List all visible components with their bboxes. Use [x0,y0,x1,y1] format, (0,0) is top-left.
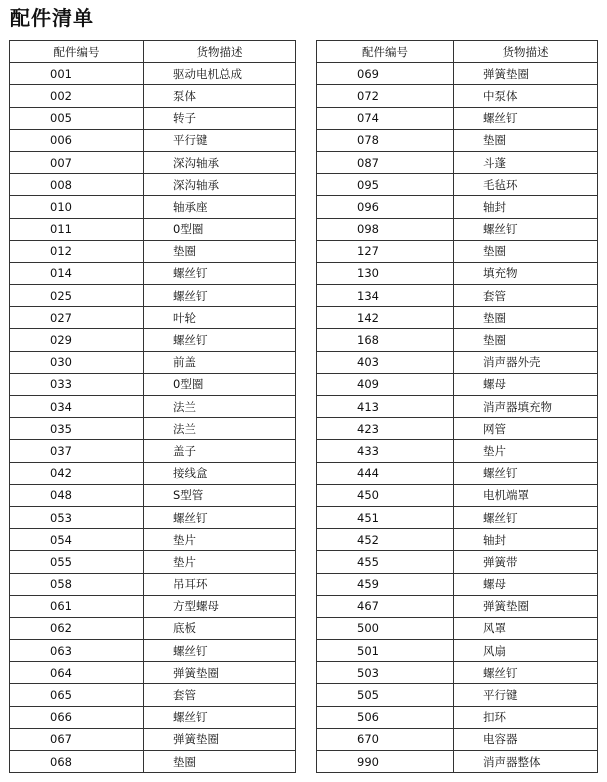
description-cell: 0型圈 [144,373,296,395]
part-number-cell: 012 [10,240,144,262]
part-number-cell: 002 [10,85,144,107]
table-row [317,684,598,706]
description-cell: 垫圈 [454,240,598,262]
table-row [10,196,296,218]
table-row [10,151,296,173]
description-cell: 消声器填充物 [454,396,598,418]
part-number-cell: 500 [317,617,454,639]
table-row [10,262,296,284]
table-row [317,262,598,284]
description-cell: 转子 [144,107,296,129]
part-number-cell: 506 [317,706,454,728]
table-row [317,85,598,107]
table-row [10,529,296,551]
table-row [10,728,296,750]
part-number-cell: 990 [317,751,454,773]
description-cell: 盖子 [144,440,296,462]
column-header-description: 货物描述 [454,41,598,63]
part-number-cell: 007 [10,151,144,173]
part-number-cell: 062 [10,617,144,639]
description-cell: 接线盒 [144,462,296,484]
part-number-cell: 064 [10,662,144,684]
table-row [317,617,598,639]
part-number-cell: 065 [10,684,144,706]
description-cell: 斗蓬 [454,151,598,173]
part-number-cell: 501 [317,640,454,662]
part-number-cell: 001 [10,63,144,85]
part-number-cell: 459 [317,573,454,595]
part-number-cell: 452 [317,529,454,551]
description-cell: 轴承座 [144,196,296,218]
part-number-cell: 134 [317,285,454,307]
description-cell: 垫圈 [454,329,598,351]
description-cell: 螺丝钉 [144,329,296,351]
description-cell: 填充物 [454,262,598,284]
part-number-cell: 037 [10,440,144,462]
part-number-cell: 433 [317,440,454,462]
part-number-cell: 505 [317,684,454,706]
part-number-cell: 033 [10,373,144,395]
part-number-cell: 451 [317,506,454,528]
description-cell: 轴封 [454,529,598,551]
part-number-cell: 011 [10,218,144,240]
column-header-part-number: 配件编号 [317,41,454,63]
description-cell: 弹簧带 [454,551,598,573]
table-row [317,728,598,750]
part-number-cell: 053 [10,506,144,528]
table-row [10,218,296,240]
table-row [317,573,598,595]
part-number-cell: 042 [10,462,144,484]
table-row [317,662,598,684]
description-cell: 螺丝钉 [454,218,598,240]
description-cell: 螺母 [454,373,598,395]
description-cell: 深沟轴承 [144,174,296,196]
part-number-cell: 095 [317,174,454,196]
description-cell: 中泵体 [454,85,598,107]
part-number-cell: 035 [10,418,144,440]
column-header-description: 货物描述 [144,41,296,63]
part-number-cell: 168 [317,329,454,351]
table-row [10,351,296,373]
table-row [317,595,598,617]
description-cell: 深沟轴承 [144,151,296,173]
table-row [317,151,598,173]
part-number-cell: 030 [10,351,144,373]
table-row [317,351,598,373]
part-number-cell: 066 [10,706,144,728]
table-row [10,373,296,395]
description-cell: 风罩 [454,617,598,639]
part-number-cell: 029 [10,329,144,351]
description-cell: 弹簧垫圈 [144,728,296,750]
table-header-row [10,41,296,63]
part-number-cell: 127 [317,240,454,262]
description-cell: 螺丝钉 [144,706,296,728]
table-row [10,285,296,307]
description-cell: 螺母 [454,573,598,595]
description-cell: 垫片 [144,551,296,573]
column-header-part-number: 配件编号 [10,41,144,63]
part-number-cell: 005 [10,107,144,129]
part-number-cell: 068 [10,751,144,773]
table-row [317,63,598,85]
table-row [10,440,296,462]
description-cell: 前盖 [144,351,296,373]
table-row [317,418,598,440]
part-number-cell: 072 [317,85,454,107]
parts-table-right-body [317,63,598,773]
part-number-cell: 010 [10,196,144,218]
description-cell: 底板 [144,617,296,639]
part-number-cell: 025 [10,285,144,307]
part-number-cell: 061 [10,595,144,617]
part-number-cell: 503 [317,662,454,684]
parts-table-right [316,40,598,773]
page-title: 配件清单 [10,6,94,30]
part-number-cell: 142 [317,307,454,329]
table-row [10,751,296,773]
table-row [317,506,598,528]
table-row [317,285,598,307]
table-row [317,396,598,418]
description-cell: 法兰 [144,396,296,418]
table-row [317,440,598,462]
part-number-cell: 074 [317,107,454,129]
description-cell: 螺丝钉 [454,107,598,129]
table-row [10,617,296,639]
description-cell: 电机端罩 [454,484,598,506]
description-cell: 扣环 [454,706,598,728]
description-cell: 消声器外壳 [454,351,598,373]
description-cell: 0型圈 [144,218,296,240]
table-row [317,307,598,329]
table-row [10,85,296,107]
part-number-cell: 058 [10,573,144,595]
part-number-cell: 048 [10,484,144,506]
description-cell: 消声器整体 [454,751,598,773]
table-row [10,462,296,484]
table-row [317,484,598,506]
table-row [317,462,598,484]
table-row [10,706,296,728]
table-row [10,63,296,85]
part-number-cell: 008 [10,174,144,196]
part-number-cell: 098 [317,218,454,240]
table-row [10,107,296,129]
description-cell: 螺丝钉 [454,462,598,484]
description-cell: 网管 [454,418,598,440]
part-number-cell: 087 [317,151,454,173]
table-row [10,240,296,262]
description-cell: 法兰 [144,418,296,440]
description-cell: 垫圈 [144,751,296,773]
part-number-cell: 027 [10,307,144,329]
description-cell: 垫圈 [144,240,296,262]
table-row [10,396,296,418]
table-row [317,751,598,773]
part-number-cell: 096 [317,196,454,218]
table-row [317,706,598,728]
description-cell: 套管 [144,684,296,706]
description-cell: 方型螺母 [144,595,296,617]
description-cell: 吊耳环 [144,573,296,595]
table-row [10,307,296,329]
table-row [10,174,296,196]
description-cell: 毛毡环 [454,174,598,196]
description-cell: 叶轮 [144,307,296,329]
description-cell: 平行键 [144,129,296,151]
description-cell: 螺丝钉 [454,506,598,528]
table-row [317,240,598,262]
description-cell: 垫片 [454,440,598,462]
description-cell: 轴封 [454,196,598,218]
table-row [317,107,598,129]
description-cell: 垫圈 [454,307,598,329]
part-number-cell: 409 [317,373,454,395]
part-number-cell: 670 [317,728,454,750]
description-cell: 弹簧垫圈 [454,595,598,617]
part-number-cell: 054 [10,529,144,551]
table-row [317,196,598,218]
part-number-cell: 078 [317,129,454,151]
description-cell: 电容器 [454,728,598,750]
table-row [10,573,296,595]
parts-table-left-body [10,63,296,773]
table-row [317,218,598,240]
description-cell: 风扇 [454,640,598,662]
description-cell: 螺丝钉 [144,285,296,307]
part-number-cell: 063 [10,640,144,662]
part-number-cell: 130 [317,262,454,284]
description-cell: 泵体 [144,85,296,107]
table-row [10,484,296,506]
table-row [317,529,598,551]
table-row [10,129,296,151]
description-cell: 螺丝钉 [144,506,296,528]
description-cell: 弹簧垫圈 [454,63,598,85]
table-row [317,640,598,662]
part-number-cell: 467 [317,595,454,617]
description-cell: 螺丝钉 [144,640,296,662]
description-cell: 螺丝钉 [454,662,598,684]
description-cell: 平行键 [454,684,598,706]
part-number-cell: 055 [10,551,144,573]
description-cell: 驱动电机总成 [144,63,296,85]
description-cell: S型管 [144,484,296,506]
description-cell: 套管 [454,285,598,307]
table-row [317,373,598,395]
part-number-cell: 014 [10,262,144,284]
description-cell: 螺丝钉 [144,262,296,284]
part-number-cell: 413 [317,396,454,418]
table-row [10,506,296,528]
table-row [317,129,598,151]
part-number-cell: 403 [317,351,454,373]
part-number-cell: 034 [10,396,144,418]
part-number-cell: 423 [317,418,454,440]
description-cell: 垫片 [144,529,296,551]
description-cell: 垫圈 [454,129,598,151]
table-row [10,640,296,662]
part-number-cell: 069 [317,63,454,85]
table-row [317,174,598,196]
description-cell: 弹簧垫圈 [144,662,296,684]
part-number-cell: 444 [317,462,454,484]
part-number-cell: 455 [317,551,454,573]
table-row [317,329,598,351]
part-number-cell: 006 [10,129,144,151]
table-row [10,418,296,440]
table-header-row [317,41,598,63]
table-row [10,551,296,573]
table-row [317,551,598,573]
part-number-cell: 450 [317,484,454,506]
part-number-cell: 067 [10,728,144,750]
table-row [10,595,296,617]
parts-table-left [9,40,296,773]
table-row [10,329,296,351]
table-row [10,662,296,684]
table-row [10,684,296,706]
